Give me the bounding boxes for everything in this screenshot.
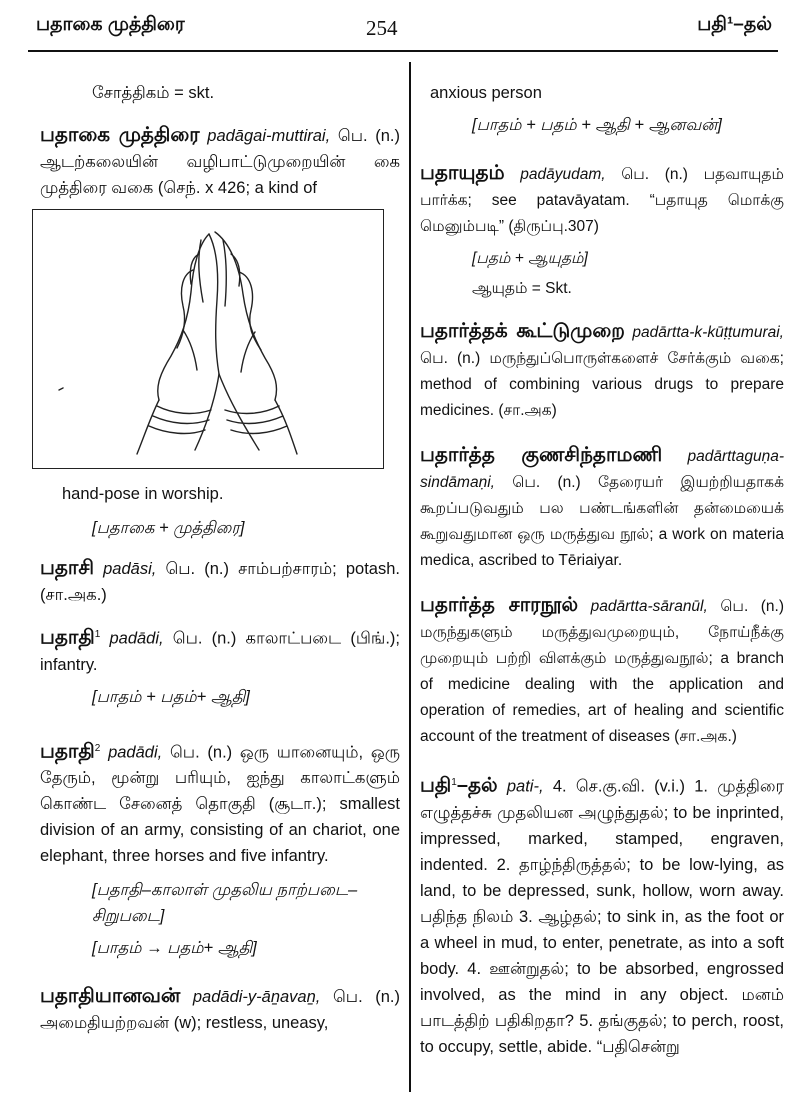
headword: பதாதி <box>40 626 95 649</box>
etymology: [பதாதி–காலாள் முதலிய நாற்படை–சிறுபடை] <box>92 881 358 925</box>
definition-continued: hand-pose in worship. <box>62 485 224 503</box>
entry-pati-tal <box>420 770 784 1060</box>
definition: பெ. (n.) அமைதியற்றவன் (w); restless, uneasy, <box>40 988 400 1032</box>
transliteration: padārttaguṇa-sindāmaṇi, <box>420 448 784 491</box>
etymology: [பாதம் → பதம்+ ஆதி] <box>92 939 257 957</box>
definition: பெ. (n.) தேரையர் இயற்றியதாகக் கூறப்படுவதும் பல பண்டங்களின் தன்மையைக் கூறுவதுமான ஒரு மருத்துவ நூல்; a work on materia medica, ascribed to Tēriaiyar. <box>420 474 784 569</box>
definition: 4. செ.கு.வி. (v.i.) 1. முத்திரை எழுத்தச்சு முதலியன அழுந்துதல்; to be inprinted, impressed, marked, stamped, engraven, indented. 2. தாழ்ந்திருத்தல்; to be low-lying, as land, to be depressed, sunk, hollow, worn away. பதிந்த நிலம் 3. ஆழ்தல்; to sink in, as the foot or a wheel in mud, to enter, penetrate, as into a soft body. 4. ஊன்றுதல்; to be absorbed, engrossed involved, as the mind in any object. மனம் பாடத்திற் பதிகிறதா? 5. தங்குதல்; to perch, roost, to occupy, settle, abide. “பதிசென்று <box>420 777 784 1056</box>
running-head-right: பதி¹–தல் <box>697 14 772 35</box>
transliteration: padādi, <box>108 743 163 761</box>
definition: பெ. (n.) சாம்பற்சாரம்; potash. (சா.அக.) <box>40 560 400 604</box>
right-column <box>420 62 784 1060</box>
definition: பெ. (n.) காலாட்படை (பிங்.); infantry. <box>40 629 400 674</box>
hand-pose-illustration <box>32 209 384 469</box>
entry-padayudam <box>420 160 784 240</box>
entry-padartta-k-kuttumurai <box>420 318 784 424</box>
etymology: [பாதம் + பதம்+ ஆதி] <box>92 687 250 706</box>
headword: பதாதியானவன் <box>40 985 181 1007</box>
praying-hands-drawing <box>33 210 382 467</box>
homograph-number: 1 <box>94 629 101 640</box>
definition: பெ. (n.) மருந்துப்பொருள்களைச் சேர்க்கும் வகை; method of combining various drugs to prepare medicines. (சா.அக) <box>420 350 784 419</box>
transliteration: pati-, <box>506 777 544 796</box>
headword: பதாகை முத்திரை <box>40 124 200 146</box>
entry-padadi-1 <box>40 622 400 678</box>
transliteration: padāyudam, <box>520 166 606 183</box>
transliteration: padādi-y-āṉavaṉ, <box>192 988 321 1006</box>
column-divider <box>409 62 411 1092</box>
left-column <box>40 62 400 1036</box>
headword: பதார்த்த குணசிந்தாமணி <box>420 444 663 466</box>
homograph-number: 1 <box>451 777 457 788</box>
transliteration: padādi, <box>109 629 164 648</box>
running-head-left: பதாகை முத்திரை <box>36 14 185 35</box>
headword: பதார்த்தக் கூட்டுமுறை <box>420 320 625 342</box>
headword: பதார்த்த சாரநூல் <box>420 594 579 616</box>
etymology-note: ஆயுதம் = Skt. <box>472 280 572 297</box>
page-number: 254 <box>366 16 398 40</box>
entry-padadiyanavan <box>40 983 400 1036</box>
entry-padasi <box>40 555 400 608</box>
entry-padartta-gunasindamani <box>420 442 784 574</box>
etymology: [பாதம் + பதம் + ஆதி + ஆனவன்] <box>472 116 722 134</box>
entry-padartta-saranul <box>420 592 784 750</box>
definition: பெ. (n.) மருந்துகளும் மருத்துவமுறையும், நோய்நீக்கு முறையும் பற்றி விளக்கும் மருத்துவநூல்; a branch of medicine dealing with the application and operation of remedies, art of healing and scientific account of the treatment of diseases (சா.அக.) <box>420 598 785 745</box>
header-rule <box>28 50 778 52</box>
headword: பதாதி <box>40 740 95 762</box>
etymology: [பதம் + ஆயுதம்] <box>472 250 588 267</box>
transliteration: padārtta-sāranūl, <box>590 598 708 615</box>
headword: பதாயுதம் <box>420 162 505 184</box>
definition: பெ. (n.) ஆடற்கலையின் வழிபாட்டுமுறையின் கை முத்திரை வகை (செந். x 426; a kind of <box>40 127 400 197</box>
homograph-number: 2 <box>94 742 101 754</box>
transliteration: padāsi, <box>103 560 157 578</box>
definition: பெ. (n.) பதவாயுதம் பார்க்க; see patavāyatam. “பதாயுத மொக்கு மெனும்படி” (திருப்பு.307) <box>420 166 785 235</box>
etymology: [பதாகை + முத்திரை] <box>92 519 245 537</box>
continued-definition: anxious person <box>430 84 542 102</box>
definition: பெ. (n.) ஒரு யானையும், ஒரு தேரும், மூன்று பரியும், ஐந்து காலாட்களும் கொண்ட சேனைத் தொகுதி (சூடா.); smallest division of an army, consisting of an chariot, one elephant, three horses and five infantry. <box>40 743 400 865</box>
headword-suffix: –தல் <box>456 774 498 797</box>
transliteration: padāgai-muttirai, <box>207 127 331 145</box>
headword: பதி <box>420 774 452 797</box>
top-line: சோத்திகம் = skt. <box>92 84 215 102</box>
headword: பதாசி <box>40 557 95 579</box>
transliteration: padārtta-k-kūṭṭumurai, <box>632 324 784 341</box>
entry-padagai-muttirai <box>40 122 400 201</box>
entry-padadi-2 <box>40 736 400 870</box>
